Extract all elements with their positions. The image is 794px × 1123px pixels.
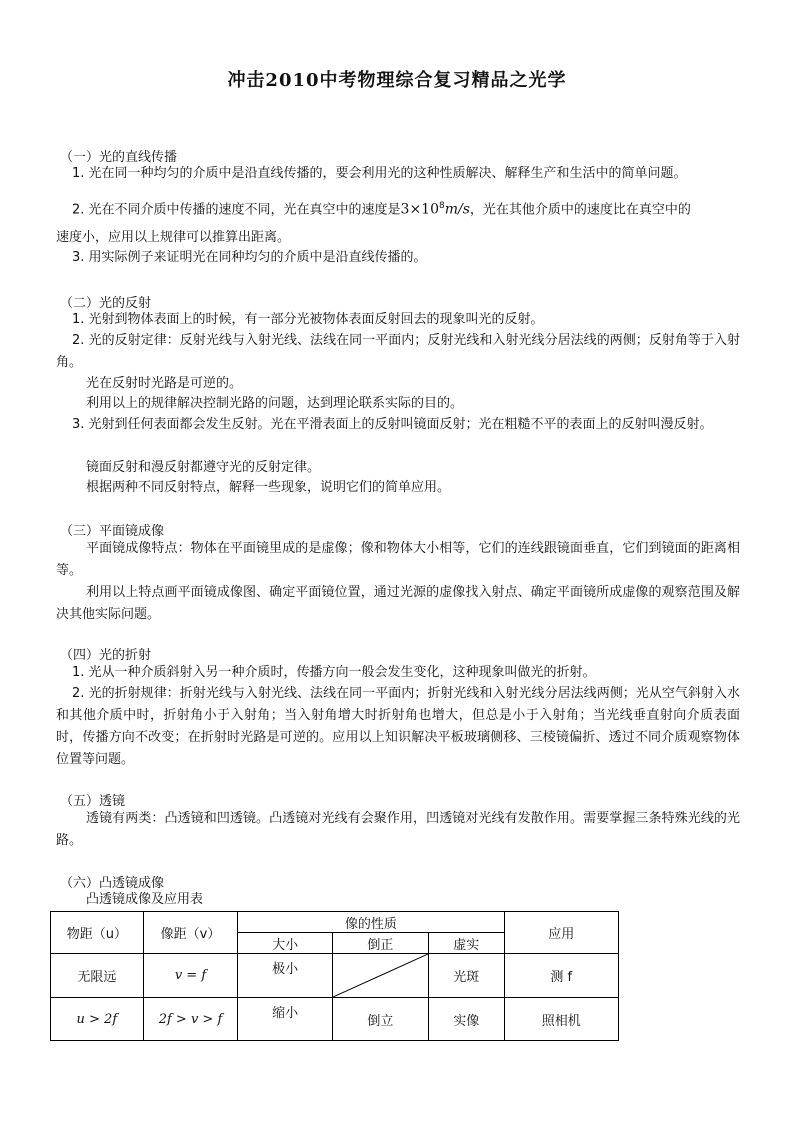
- convex-lens-imaging-table: [50, 911, 619, 1041]
- cell-application-1: 测 f: [504, 954, 618, 998]
- header-orientation: 倒正: [332, 933, 428, 954]
- section-heading-plane-mirror: （三）平面镜成像: [60, 524, 165, 539]
- s3-paragraph-2: 利用以上特点画平面镜成像图、确定平面镜位置，通过光源的虚像找入射点、确定平面镜所成虚像的观察范围及解决其他实际问题。: [56, 585, 740, 622]
- cell-orientation-inverted: 倒立: [332, 998, 428, 1041]
- table-row: [51, 998, 619, 1041]
- cell-real-image: 实像: [428, 998, 504, 1041]
- cell-object-distance-2: u > 2f: [51, 998, 144, 1041]
- s2-item-2-note-b: 利用以上的规律解决控制光路的问题，达到理论联系实际的目的。: [86, 396, 464, 411]
- table-row: [51, 954, 619, 998]
- s1-item-2: [72, 196, 691, 220]
- s1-item-2-text-a: 2. 光在不同介质中传播的速度不同，光在真空中的速度是: [72, 202, 401, 218]
- cell-image-distance-1: v = f: [143, 954, 238, 998]
- section-heading-straight-propagation: （一）光的直线传播: [60, 150, 178, 165]
- section-heading-reflection: （二）光的反射: [60, 296, 152, 311]
- cell-light-spot: 光斑: [428, 954, 504, 998]
- s1-item-2-continued: 速度小，应用以上规律可以推算出距离。: [56, 230, 291, 245]
- header-real-virtual: 虚实: [428, 933, 504, 954]
- table-caption: 凸透镜成像及应用表: [86, 892, 204, 907]
- cell-image-distance-2: 2f > v > f: [143, 998, 238, 1041]
- s2-item-2: 2. 光的反射定律：反射光线与入射光线、法线在同一平面内；反射光线和入射光线分居法线的两侧；反射角等于入射角。: [56, 333, 740, 370]
- cell-object-infinity: 无限远: [51, 954, 144, 998]
- s4-item-2: 2. 光的折射规律：折射光线与入射光线、法线在同一平面内；折射光线和入射光线分居法线两侧；光从空气斜射入水和其他介质中时，折射角小于入射角；当入射角增大时折射角也增大，但总是小于入射角；当光线垂直射向介质表面时，传播方向不改变；在折射时光路是可逆的。应用以上知识解决平板玻璃侧移、三棱镜偏折、透过不同介质观察物体位置等问题。: [56, 686, 740, 767]
- s5-paragraph: 透镜有两类：凸透镜和凹透镜。凸透镜对光线有会聚作用，凹透镜对光线有发散作用。需要掌握三条特殊光线的光路。: [56, 811, 740, 848]
- s2-item-3-note-b: 根据两种不同反射特点，解释一些现象，说明它们的简单应用。: [86, 480, 451, 495]
- cell-orientation-empty: [332, 954, 428, 998]
- s1-item-2-text-b: ，光在其他介质中的速度比在真空中的: [469, 202, 691, 218]
- header-image-distance: 像距（v）: [143, 912, 238, 954]
- header-object-distance: 物距（u）: [51, 912, 144, 954]
- light-speed-value: 3×10: [400, 201, 439, 218]
- light-speed-exponent: 8: [439, 201, 445, 211]
- s3-paragraph-1: 平面镜成像特点：物体在平面镜里成的是虚像；像和物体大小相等，它们的连线跟镜面垂直，它们到镜面的距离相等。: [56, 541, 740, 578]
- document-title: 冲击2010中考物理综合复习精品之光学: [227, 70, 567, 91]
- section-heading-refraction: （四）光的折射: [60, 648, 152, 663]
- s2-item-1: 1. 光射到物体表面上的时候，有一部分光被物体表面反射回去的现象叫光的反射。: [72, 312, 544, 327]
- section-heading-convex-imaging: （六）凸透镜成像: [60, 876, 165, 891]
- s2-item-3-note-a: 镜面反射和漫反射都遵守光的反射定律。: [86, 460, 321, 475]
- s2-item-2-note-a: 光在反射时光路是可逆的。: [86, 376, 243, 391]
- s1-item-1: 1. 光在同一种均匀的介质中是沿直线传播的，要会利用光的这种性质解决、解释生产和生活中的简单问题。: [72, 166, 687, 181]
- diagonal-slash: [333, 954, 428, 997]
- section-heading-lens: （五）透镜: [60, 794, 126, 809]
- header-application: 应用: [504, 912, 618, 954]
- s2-item-3: 3. 光射到任何表面都会发生反射。光在平滑表面上的反射叫镜面反射；光在粗糙不平的表面上的反射叫漫反射。: [72, 417, 713, 432]
- cell-size-reduced: 缩小: [238, 998, 333, 1041]
- header-size: 大小: [238, 933, 333, 954]
- cell-size-tiny: 极小: [238, 954, 333, 998]
- light-speed-unit: m/s: [444, 201, 470, 218]
- header-image-nature: 像的性质: [238, 912, 504, 933]
- s4-item-1: 1. 光从一种介质斜射入另一种介质时，传播方向一般会发生变化，这种现象叫做光的折射。: [72, 665, 596, 680]
- s1-item-3: 3. 用实际例子来证明光在同种均匀的介质中是沿直线传播的。: [72, 250, 427, 265]
- cell-application-2: 照相机: [504, 998, 618, 1041]
